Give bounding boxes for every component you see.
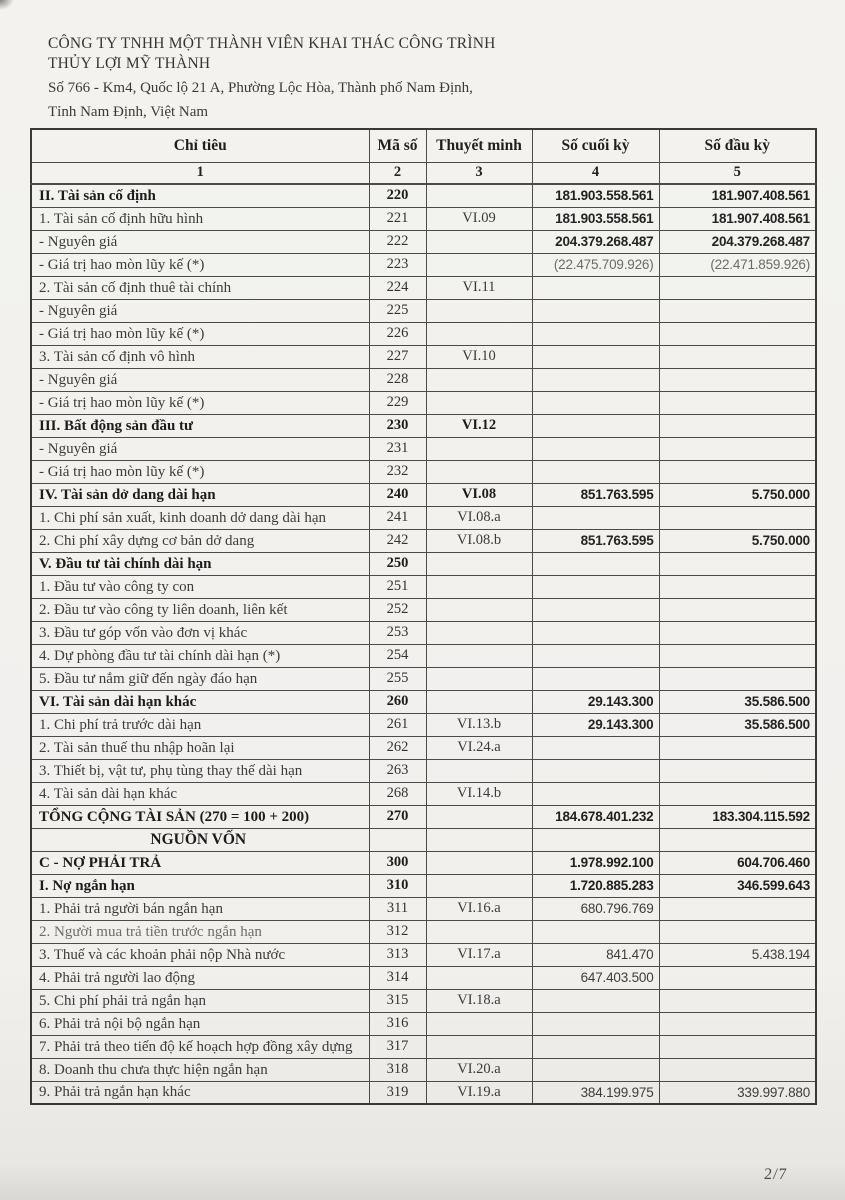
row-value-begin <box>659 552 816 575</box>
table-row <box>31 1058 816 1081</box>
company-address-line2: Tỉnh Nam Định, Việt Nam <box>48 104 209 120</box>
row-value-end: 680.796.769 <box>532 897 659 920</box>
table-row <box>31 759 816 782</box>
column-number-3: 3 <box>426 162 532 184</box>
table-row <box>31 598 816 621</box>
table-row <box>31 391 816 414</box>
table-row <box>31 207 816 230</box>
row-code: 240 <box>369 483 426 506</box>
row-value-begin <box>659 782 816 805</box>
row-value-begin: 35.586.500 <box>659 713 816 736</box>
table-row <box>31 1035 816 1058</box>
table-row <box>31 1012 816 1035</box>
row-code: 313 <box>369 943 426 966</box>
row-value-end <box>532 989 659 1012</box>
row-note <box>426 851 532 874</box>
row-note: VI.11 <box>426 276 532 299</box>
row-code: 220 <box>369 184 426 207</box>
row-value-begin: 5.750.000 <box>659 483 816 506</box>
row-note <box>426 460 532 483</box>
row-label: 1. Phải trả người bán ngắn hạn <box>31 897 369 920</box>
row-note: VI.08.b <box>426 529 532 552</box>
row-value-begin: 181.907.408.561 <box>659 184 816 207</box>
row-note: VI.13.b <box>426 713 532 736</box>
row-code: 223 <box>369 253 426 276</box>
row-code: 221 <box>369 207 426 230</box>
row-code: 312 <box>369 920 426 943</box>
row-note: VI.18.a <box>426 989 532 1012</box>
row-label: 5. Đầu tư nắm giữ đến ngày đáo hạn <box>31 667 369 690</box>
row-value-end: 1.720.885.283 <box>532 874 659 897</box>
row-label: - Nguyên giá <box>31 299 369 322</box>
row-value-begin <box>659 920 816 943</box>
row-label: VI. Tài sản dài hạn khác <box>31 690 369 713</box>
row-code: 250 <box>369 552 426 575</box>
row-value-end <box>532 828 659 851</box>
row-value-end <box>532 1035 659 1058</box>
row-label: 3. Đầu tư góp vốn vào đơn vị khác <box>31 621 369 644</box>
row-label: 1. Chi phí trả trước dài hạn <box>31 713 369 736</box>
row-note <box>426 667 532 690</box>
row-value-begin: 5.750.000 <box>659 529 816 552</box>
table-row <box>31 322 816 345</box>
table-row <box>31 506 816 529</box>
row-code: 263 <box>369 759 426 782</box>
balance-sheet-table <box>30 128 817 1105</box>
row-label: 1. Tài sản cố định hữu hình <box>31 207 369 230</box>
page-number: 2/7 <box>763 1166 789 1183</box>
column-number-row <box>31 162 816 184</box>
column-header-note: Thuyết minh <box>426 129 532 162</box>
table-row <box>31 184 816 207</box>
row-value-end <box>532 759 659 782</box>
row-label: IV. Tài sản dở dang dài hạn <box>31 483 369 506</box>
row-value-begin: (22.471.859.926) <box>659 253 816 276</box>
row-value-begin <box>659 276 816 299</box>
row-note <box>426 552 532 575</box>
row-value-begin <box>659 736 816 759</box>
row-value-begin: 339.997.880 <box>659 1081 816 1104</box>
row-note <box>426 368 532 391</box>
table-row <box>31 230 816 253</box>
row-value-begin <box>659 437 816 460</box>
row-value-end: 181.903.558.561 <box>532 184 659 207</box>
row-code: 311 <box>369 897 426 920</box>
row-code: 262 <box>369 736 426 759</box>
row-value-begin <box>659 368 816 391</box>
table-row <box>31 460 816 483</box>
letterhead <box>48 34 688 122</box>
row-code: 315 <box>369 989 426 1012</box>
row-value-begin <box>659 989 816 1012</box>
row-label: V. Đầu tư tài chính dài hạn <box>31 552 369 575</box>
table-row <box>31 736 816 759</box>
row-value-begin <box>659 828 816 851</box>
row-label: 1. Chi phí sản xuất, kinh doanh dở dang dài hạn <box>31 506 369 529</box>
row-value-begin <box>659 1035 816 1058</box>
row-value-begin: 204.379.268.487 <box>659 230 816 253</box>
row-value-begin: 181.907.408.561 <box>659 207 816 230</box>
company-name-line2: THỦY LỢI MỸ THÀNH <box>48 55 211 72</box>
row-code: 229 <box>369 391 426 414</box>
row-value-begin: 346.599.643 <box>659 874 816 897</box>
row-value-end: 29.143.300 <box>532 713 659 736</box>
row-note <box>426 1012 532 1035</box>
column-header-code: Mã số <box>369 129 426 162</box>
table-header-row <box>31 129 816 162</box>
row-value-begin <box>659 644 816 667</box>
table-row <box>31 437 816 460</box>
row-label: 2. Người mua trả tiền trước ngắn hạn <box>31 920 369 943</box>
row-label: 2. Tài sản cố định thuê tài chính <box>31 276 369 299</box>
row-note: VI.08 <box>426 483 532 506</box>
row-code: 300 <box>369 851 426 874</box>
table-row <box>31 966 816 989</box>
row-value-end: 851.763.595 <box>532 483 659 506</box>
row-code: 316 <box>369 1012 426 1035</box>
row-value-end <box>532 1058 659 1081</box>
row-code: 231 <box>369 437 426 460</box>
row-value-end <box>532 667 659 690</box>
row-label: 4. Tài sản dài hạn khác <box>31 782 369 805</box>
row-code: 230 <box>369 414 426 437</box>
row-value-begin: 604.706.460 <box>659 851 816 874</box>
row-value-end <box>532 460 659 483</box>
row-value-end <box>532 299 659 322</box>
table-row <box>31 828 816 851</box>
row-value-end <box>532 736 659 759</box>
row-note: VI.19.a <box>426 1081 532 1104</box>
row-code: 225 <box>369 299 426 322</box>
row-note: VI.24.a <box>426 736 532 759</box>
row-code: 270 <box>369 805 426 828</box>
row-value-begin <box>659 598 816 621</box>
row-value-begin <box>659 414 816 437</box>
row-value-begin <box>659 966 816 989</box>
row-note: VI.14.b <box>426 782 532 805</box>
row-value-begin <box>659 1058 816 1081</box>
row-label: 4. Phải trả người lao động <box>31 966 369 989</box>
row-value-end: 1.978.992.100 <box>532 851 659 874</box>
table-row <box>31 345 816 368</box>
row-label: 9. Phải trả ngắn hạn khác <box>31 1081 369 1104</box>
row-label: 2. Đầu tư vào công ty liên doanh, liên kết <box>31 598 369 621</box>
row-note <box>426 299 532 322</box>
table-row <box>31 805 816 828</box>
row-note <box>426 805 532 828</box>
row-note <box>426 828 532 851</box>
row-label: - Giá trị hao mòn lũy kế (*) <box>31 460 369 483</box>
table-row <box>31 299 816 322</box>
row-code: 318 <box>369 1058 426 1081</box>
row-code: 268 <box>369 782 426 805</box>
table-row <box>31 851 816 874</box>
column-header-end: Số cuối kỳ <box>532 129 659 162</box>
row-code: 228 <box>369 368 426 391</box>
row-code: 314 <box>369 966 426 989</box>
row-label: NGUỒN VỐN <box>31 828 369 851</box>
row-value-end: 29.143.300 <box>532 690 659 713</box>
column-number-2: 2 <box>369 162 426 184</box>
row-value-begin <box>659 1012 816 1035</box>
row-note <box>426 575 532 598</box>
row-note <box>426 230 532 253</box>
row-label: 1. Đầu tư vào công ty con <box>31 575 369 598</box>
row-value-end <box>532 1012 659 1035</box>
row-code: 317 <box>369 1035 426 1058</box>
row-value-end <box>532 621 659 644</box>
table-row <box>31 713 816 736</box>
table-row <box>31 989 816 1012</box>
table-row <box>31 483 816 506</box>
row-note: VI.10 <box>426 345 532 368</box>
row-note <box>426 759 532 782</box>
row-label: I. Nợ ngắn hạn <box>31 874 369 897</box>
row-label: - Nguyên giá <box>31 230 369 253</box>
row-label: - Giá trị hao mòn lũy kế (*) <box>31 253 369 276</box>
row-code: 310 <box>369 874 426 897</box>
company-name-line1: CÔNG TY TNHH MỘT THÀNH VIÊN KHAI THÁC CÔNG TRÌNH <box>48 35 496 52</box>
row-value-end <box>532 391 659 414</box>
row-value-end: 851.763.595 <box>532 529 659 552</box>
table-row <box>31 253 816 276</box>
row-note <box>426 437 532 460</box>
row-value-end: 384.199.975 <box>532 1081 659 1104</box>
row-value-end: (22.475.709.926) <box>532 253 659 276</box>
row-code: 252 <box>369 598 426 621</box>
row-value-end: 841.470 <box>532 943 659 966</box>
table-row <box>31 552 816 575</box>
row-value-begin: 35.586.500 <box>659 690 816 713</box>
row-value-end: 184.678.401.232 <box>532 805 659 828</box>
row-value-end <box>532 368 659 391</box>
row-value-begin <box>659 575 816 598</box>
row-value-begin <box>659 345 816 368</box>
row-code <box>369 828 426 851</box>
row-value-begin: 183.304.115.592 <box>659 805 816 828</box>
row-label: 8. Doanh thu chưa thực hiện ngắn hạn <box>31 1058 369 1081</box>
table-row <box>31 368 816 391</box>
row-note: VI.16.a <box>426 897 532 920</box>
row-value-begin <box>659 621 816 644</box>
column-header-label: Chỉ tiêu <box>31 129 369 162</box>
row-note <box>426 598 532 621</box>
row-note: VI.09 <box>426 207 532 230</box>
row-code: 260 <box>369 690 426 713</box>
table-row <box>31 782 816 805</box>
row-label: - Nguyên giá <box>31 368 369 391</box>
row-code: 227 <box>369 345 426 368</box>
row-value-end <box>532 276 659 299</box>
row-value-begin: 5.438.194 <box>659 943 816 966</box>
table-row <box>31 621 816 644</box>
table-row <box>31 529 816 552</box>
row-value-end <box>532 598 659 621</box>
row-label: 4. Dự phòng đầu tư tài chính dài hạn (*) <box>31 644 369 667</box>
row-value-end: 647.403.500 <box>532 966 659 989</box>
row-note <box>426 644 532 667</box>
row-note <box>426 184 532 207</box>
row-code: 251 <box>369 575 426 598</box>
table-row <box>31 644 816 667</box>
row-code: 224 <box>369 276 426 299</box>
row-value-begin <box>659 391 816 414</box>
table-row <box>31 276 816 299</box>
row-note: VI.20.a <box>426 1058 532 1081</box>
row-code: 254 <box>369 644 426 667</box>
table-row <box>31 920 816 943</box>
row-value-end <box>532 345 659 368</box>
row-label: 7. Phải trả theo tiến độ kế hoạch hợp đồng xây dựng <box>31 1035 369 1058</box>
row-label: - Giá trị hao mòn lũy kế (*) <box>31 391 369 414</box>
row-note <box>426 621 532 644</box>
table-row <box>31 667 816 690</box>
column-number-5: 5 <box>659 162 816 184</box>
row-label: 5. Chi phí phải trả ngắn hạn <box>31 989 369 1012</box>
row-note: VI.12 <box>426 414 532 437</box>
row-value-end: 181.903.558.561 <box>532 207 659 230</box>
row-code: 319 <box>369 1081 426 1104</box>
row-note <box>426 690 532 713</box>
table-row <box>31 575 816 598</box>
table-row <box>31 874 816 897</box>
row-value-end <box>532 506 659 529</box>
row-label: - Giá trị hao mòn lũy kế (*) <box>31 322 369 345</box>
column-number-1: 1 <box>31 162 369 184</box>
row-label: III. Bất động sản đầu tư <box>31 414 369 437</box>
row-label: 3. Tài sản cố định vô hình <box>31 345 369 368</box>
row-note <box>426 391 532 414</box>
row-note <box>426 322 532 345</box>
company-address-line1: Số 766 - Km4, Quốc lộ 21 A, Phường Lộc Hòa, Thành phố Nam Định, <box>48 80 473 96</box>
row-value-end <box>532 437 659 460</box>
row-value-begin <box>659 759 816 782</box>
scan-artifact <box>0 0 14 10</box>
row-label: TỔNG CỘNG TÀI SẢN (270 = 100 + 200) <box>31 805 369 828</box>
row-value-end <box>532 575 659 598</box>
row-code: 222 <box>369 230 426 253</box>
row-label: II. Tài sản cố định <box>31 184 369 207</box>
row-value-begin <box>659 667 816 690</box>
row-value-end: 204.379.268.487 <box>532 230 659 253</box>
row-value-end <box>532 644 659 667</box>
column-header-begin: Số đầu kỳ <box>659 129 816 162</box>
column-number-4: 4 <box>532 162 659 184</box>
row-note: VI.08.a <box>426 506 532 529</box>
row-value-begin <box>659 506 816 529</box>
row-label: 3. Thuế và các khoản phải nộp Nhà nước <box>31 943 369 966</box>
table-row <box>31 690 816 713</box>
row-code: 255 <box>369 667 426 690</box>
row-code: 241 <box>369 506 426 529</box>
row-label: 6. Phải trả nội bộ ngắn hạn <box>31 1012 369 1035</box>
row-value-begin <box>659 299 816 322</box>
row-note <box>426 920 532 943</box>
table-row <box>31 943 816 966</box>
row-code: 226 <box>369 322 426 345</box>
row-code: 261 <box>369 713 426 736</box>
row-note <box>426 253 532 276</box>
row-value-end <box>532 782 659 805</box>
row-note <box>426 966 532 989</box>
row-code: 253 <box>369 621 426 644</box>
row-label: 3. Thiết bị, vật tư, phụ tùng thay thế dài hạn <box>31 759 369 782</box>
row-label: C - NỢ PHẢI TRẢ <box>31 851 369 874</box>
row-value-begin <box>659 460 816 483</box>
table-row <box>31 414 816 437</box>
row-value-end <box>532 322 659 345</box>
row-code: 232 <box>369 460 426 483</box>
row-value-begin <box>659 897 816 920</box>
row-value-end <box>532 920 659 943</box>
row-label: 2. Tài sản thuế thu nhập hoãn lại <box>31 736 369 759</box>
row-code: 242 <box>369 529 426 552</box>
row-label: 2. Chi phí xây dựng cơ bản dở dang <box>31 529 369 552</box>
row-value-end <box>532 552 659 575</box>
row-note <box>426 874 532 897</box>
row-note <box>426 1035 532 1058</box>
table-row <box>31 1081 816 1104</box>
table-row <box>31 897 816 920</box>
row-value-begin <box>659 322 816 345</box>
row-note: VI.17.a <box>426 943 532 966</box>
row-value-end <box>532 414 659 437</box>
row-label: - Nguyên giá <box>31 437 369 460</box>
